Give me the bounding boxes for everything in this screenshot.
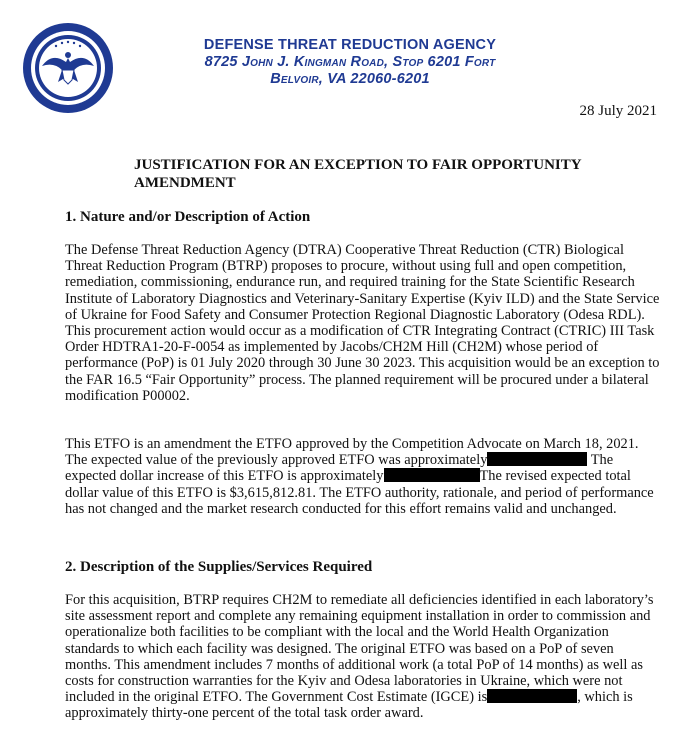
dod-seal-icon (22, 22, 114, 114)
section1-paragraph2-part2: The expected dollar increase of this ETFO is approximately (65, 452, 614, 485)
agency-address-line1: 8725 John J. Kingman Road, Stop 6201 Fort (204, 54, 496, 70)
section1-paragraph2-part3: The revised expected total dollar value of this ETFO is $3,615,812.81. The ETFO authority, rationale, and period of performance has not changed and the market research conducted for this effort remains valid and unchanged. (65, 468, 654, 517)
letterhead (130, 37, 570, 88)
document-date: 28 July 2021 (579, 103, 657, 119)
section1-paragraph2 (65, 436, 661, 517)
section1-heading: 1. Nature and/or Description of Action (65, 209, 311, 225)
redaction-block (487, 452, 587, 466)
section2-paragraph-part2: , which is approximately thirty-one percent of the total task order award. (65, 689, 633, 722)
redaction-block (487, 689, 577, 703)
section2-paragraph-part1: For this acquisition, BTRP requires CH2M to remediate all deficiencies identified in each laboratory’s site assessment report and complete any remaining equipment installation in order to commission and operationalize both facilities to be compliant with the local and the World Health Organization standards to which each facility was designed. The original ETFO was based on a PoP of seven months. This amendment includes 7 months of additional work (a total PoP of 14 months) as well as costs for construction warranties for the Kyiv and Odesa laboratories in Ukraine, which were not included in the original ETFO. The Government Cost Estimate (IGCE) is (65, 592, 654, 706)
redaction-block (384, 468, 480, 482)
document-title: JUSTIFICATION FOR AN EXCEPTION TO FAIR OPPORTUNITY AMENDMENT (134, 157, 582, 191)
section1-paragraph2-part1: This ETFO is an amendment the ETFO approved by the Competition Advocate on March 18, 2021. The expected value of the previously approved ETFO was approximately (65, 436, 639, 469)
section2-heading: 2. Description of the Supplies/Services Required (65, 559, 373, 575)
section1-paragraph1: The Defense Threat Reduction Agency (DTRA) Cooperative Threat Reduction (CTR) Biological Threat Reduction Program (BTRP) proposes to procure, without using full and open competition, remediation, commissioning, endurance run, and required training for the State Scientific Research Institute of Laboratory Diagnostics and Veterinary-Sanitary Expertise (Kyiv ILD) and the State Service of Ukraine for Food Safety and Consumer Protection Regional Diagnostic Laboratory (Odesa RDL). This procurement action would occur as a modification of CTR Integrating Contract (CTRIC) III Task Order HDTRA1-20-F-0054 as implemented by Jacobs/CH2M Hill (CH2M) whose period of performance (PoP) is 01 July 2020 through 30 June 30 2023. This acquisition would be an exception to the FAR 16.5 “Fair Opportunity” process. The planned requirement will be procured under a bilateral modification P00002. (65, 242, 660, 404)
section2-paragraph (65, 592, 661, 722)
agency-name: DEFENSE THREAT REDUCTION AGENCY (203, 37, 497, 53)
agency-address-line2: Belvoir, VA 22060-6201 (270, 71, 430, 87)
